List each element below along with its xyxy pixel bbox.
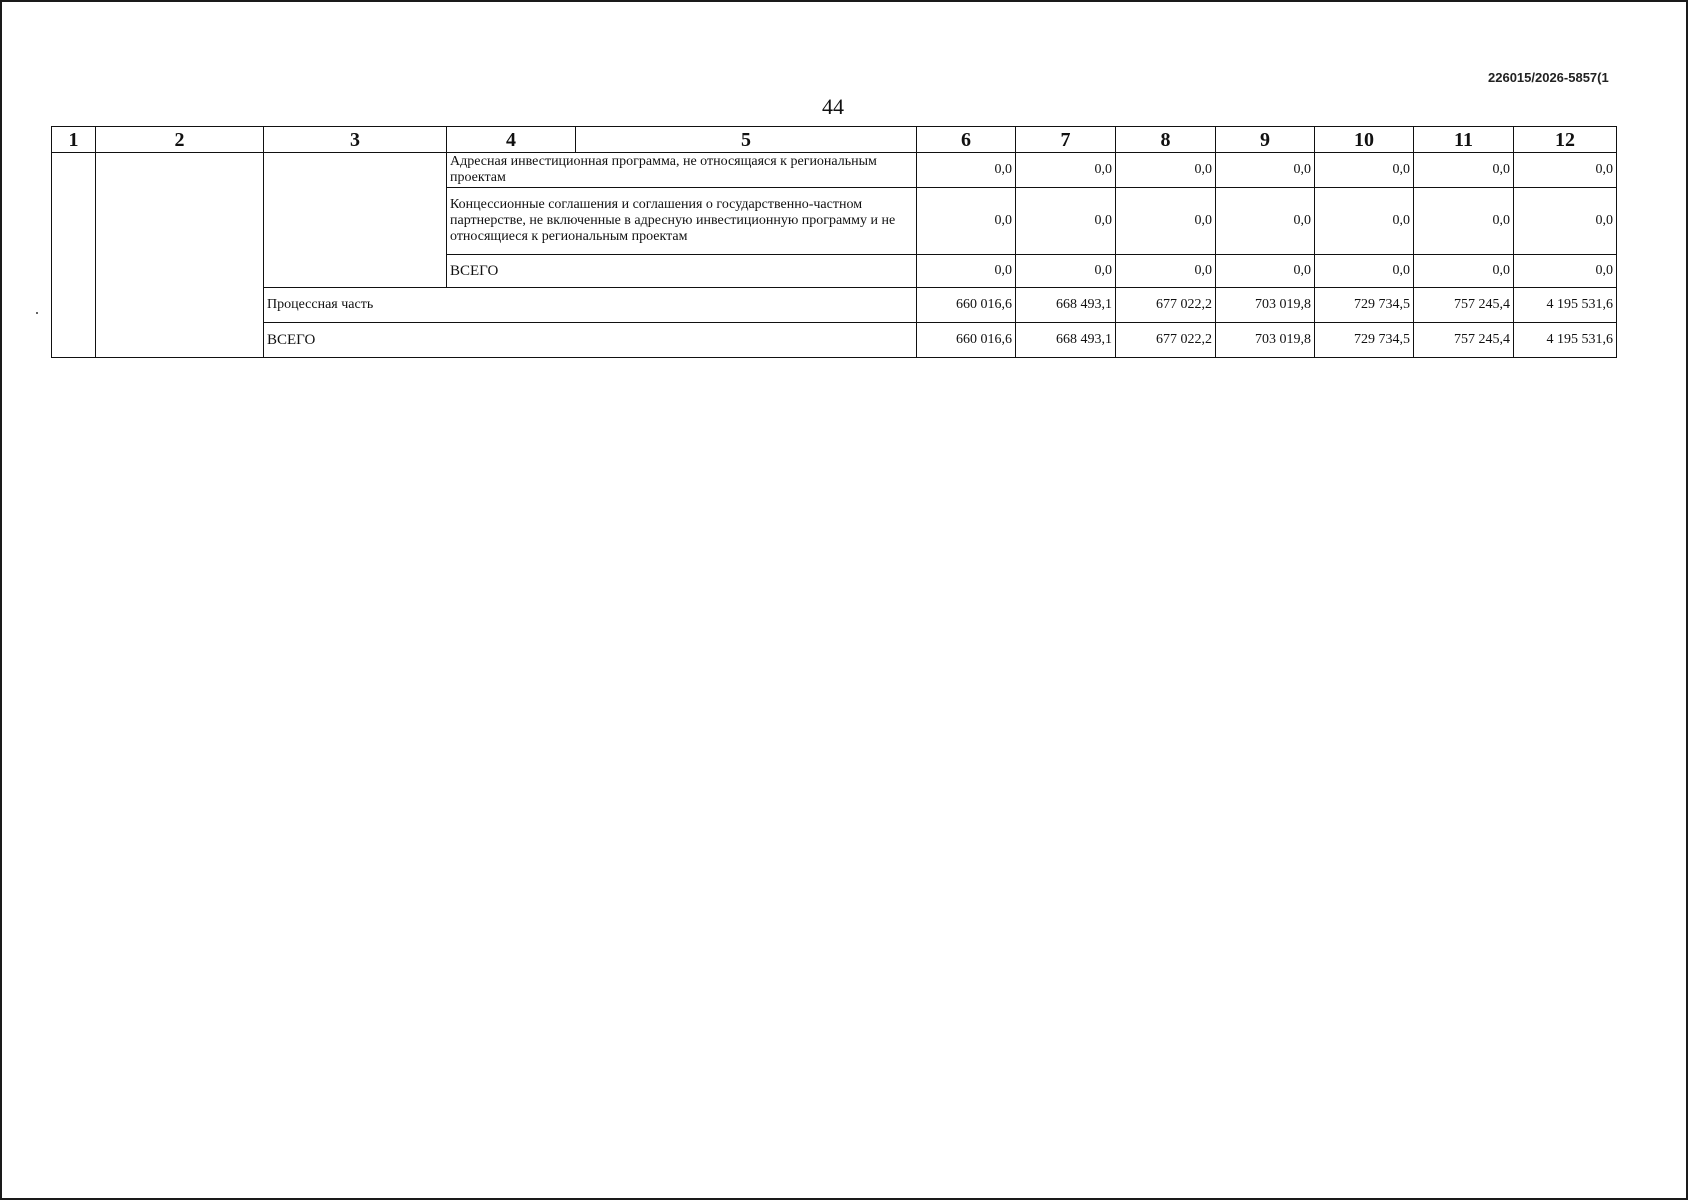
header-cell: 6 (917, 127, 1016, 153)
header-cell: 9 (1216, 127, 1315, 153)
header-cell: 12 (1514, 127, 1617, 153)
value-cell: 0,0 (1216, 255, 1315, 288)
value-cell: 0,0 (1116, 153, 1216, 188)
value-cell: 677 022,2 (1116, 288, 1216, 323)
value-cell: 729 734,5 (1315, 288, 1414, 323)
page-border-left (0, 0, 2, 1200)
budget-table (51, 126, 1617, 358)
value-cell: 0,0 (1216, 153, 1315, 188)
value-cell: 668 493,1 (1016, 323, 1116, 358)
header-cell: 3 (264, 127, 447, 153)
header-cell: 8 (1116, 127, 1216, 153)
value-cell: 0,0 (1514, 255, 1617, 288)
value-cell: 0,0 (1016, 153, 1116, 188)
header-cell: 10 (1315, 127, 1414, 153)
page-border-top (0, 0, 1688, 2)
value-cell: 660 016,6 (917, 323, 1016, 358)
value-cell: 660 016,6 (917, 288, 1016, 323)
value-cell: 0,0 (917, 188, 1016, 255)
value-cell: 0,0 (1016, 255, 1116, 288)
value-cell: 703 019,8 (1216, 323, 1315, 358)
row-label: Процессная часть (264, 288, 917, 323)
row-label: ВСЕГО (264, 323, 917, 358)
value-cell: 0,0 (1414, 188, 1514, 255)
row-label: ВСЕГО (447, 255, 917, 288)
header-cell: 1 (52, 127, 96, 153)
column-2-empty-cell (96, 153, 264, 358)
value-cell: 0,0 (1414, 153, 1514, 188)
value-cell: 0,0 (1216, 188, 1315, 255)
scan-speck (36, 312, 38, 314)
header-cell: 5 (576, 127, 917, 153)
value-cell: 0,0 (1016, 188, 1116, 255)
table-row (52, 288, 1617, 323)
value-cell: 0,0 (917, 255, 1016, 288)
value-cell: 4 195 531,6 (1514, 288, 1617, 323)
value-cell: 668 493,1 (1016, 288, 1116, 323)
document-id: 226015/2026-5857(1 (1488, 70, 1609, 85)
row-label: Адресная инвестиционная программа, не относящаяся к региональным проектам (447, 153, 917, 188)
header-cell: 2 (96, 127, 264, 153)
value-cell: 0,0 (1116, 188, 1216, 255)
value-cell: 0,0 (1514, 153, 1617, 188)
value-cell: 0,0 (1414, 255, 1514, 288)
value-cell: 4 195 531,6 (1514, 323, 1617, 358)
row-label: Концессионные соглашения и соглашения о государственно-частном партнерстве, не включенные в адресную инвестиционную программу и не относящиеся к региональным проектам (447, 188, 917, 255)
value-cell: 703 019,8 (1216, 288, 1315, 323)
value-cell: 0,0 (917, 153, 1016, 188)
value-cell: 0,0 (1514, 188, 1617, 255)
value-cell: 0,0 (1116, 255, 1216, 288)
header-cell: 11 (1414, 127, 1514, 153)
column-1-empty-cell (52, 153, 96, 358)
value-cell: 0,0 (1315, 255, 1414, 288)
value-cell: 757 245,4 (1414, 323, 1514, 358)
value-cell: 0,0 (1315, 188, 1414, 255)
value-cell: 677 022,2 (1116, 323, 1216, 358)
table-header-row (52, 127, 1617, 153)
value-cell: 0,0 (1315, 153, 1414, 188)
table-row (52, 323, 1617, 358)
table-row (52, 153, 1617, 188)
value-cell: 729 734,5 (1315, 323, 1414, 358)
header-cell: 7 (1016, 127, 1116, 153)
page-number: 44 (822, 94, 844, 119)
column-3-empty-cell (264, 153, 447, 288)
value-cell: 757 245,4 (1414, 288, 1514, 323)
header-cell: 4 (447, 127, 576, 153)
